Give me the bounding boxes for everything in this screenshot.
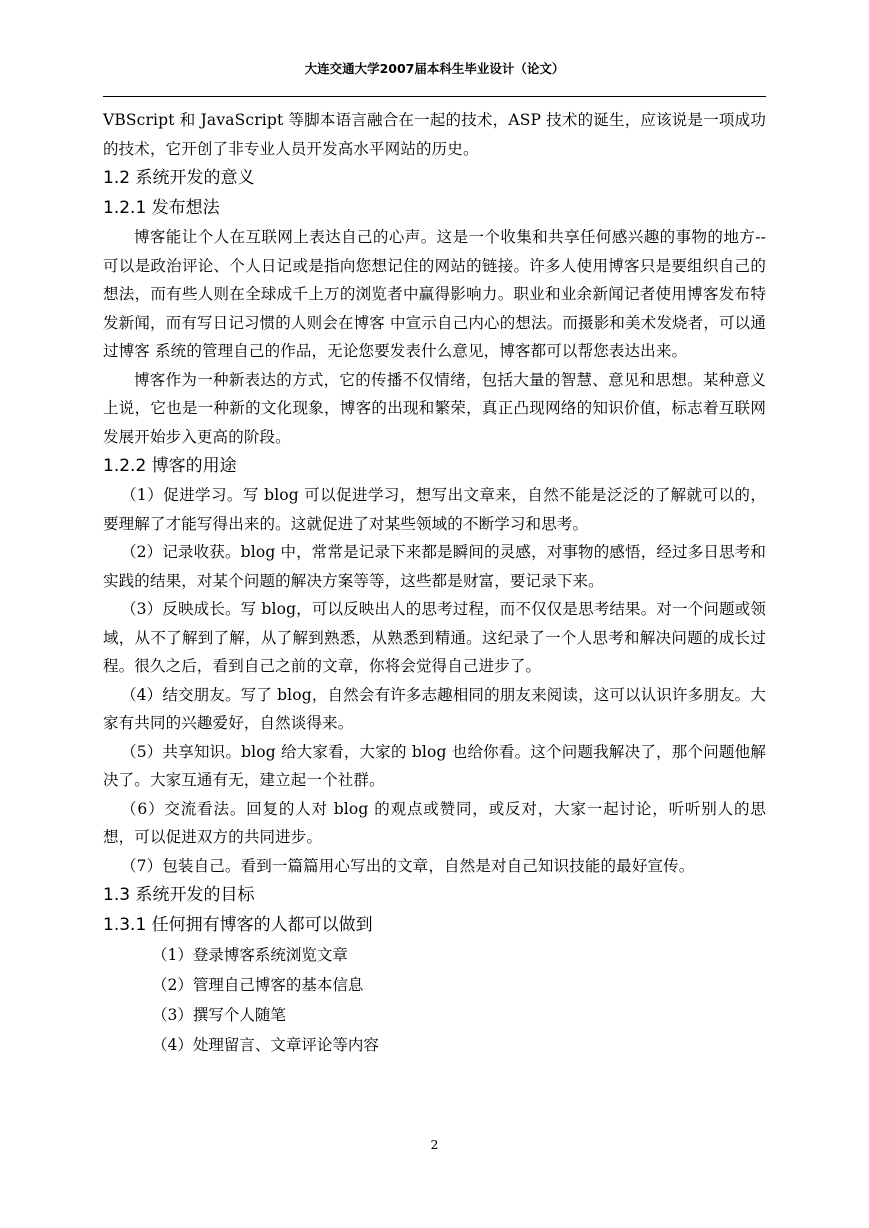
running-header: 大连交通大学2007届本科生毕业设计（论文） xyxy=(304,61,565,76)
subsection-heading-1-2-2: 1.2.2 博客的用途 xyxy=(103,456,237,476)
use-item: （7）包装自己。看到一篇篇用心写出的文章，自然是对自己知识技能的最好宣传。 xyxy=(121,856,695,875)
goal-list xyxy=(103,940,766,1060)
use-item: （2）记录收获。blog 中，常常是记录下来都是瞬间的灵感，对事物的感悟，经过多日思考和实践的结果，对某个问题的解决方案等等，这些都是财富，要记录下来。 xyxy=(103,543,766,590)
section-heading-1-2: 1.2 系统开发的意义 xyxy=(103,168,255,188)
intro-paragraph: VBScript 和 JavaScript 等脚本语言融合在一起的技术，ASP 技术的诞生，应该说是一项成功的技术，它开创了非专业人员开发高水平网站的历史。 xyxy=(103,111,766,158)
use-item: （6）交流看法。回复的人对 blog 的观点或赞同，或反对，大家一起讨论，听听别人的思想，可以促进双方的共同进步。 xyxy=(103,799,766,846)
use-item: （5）共享知识。blog 给大家看，大家的 blog 也给你看。这个问题我解决了，那个问题他解决了。大家互通有无，建立起一个社群。 xyxy=(103,742,766,789)
body-text xyxy=(103,106,766,1060)
subsection-heading-1-3-1: 1.3.1 任何拥有博客的人都可以做到 xyxy=(103,915,373,935)
goal-item: （1）登录博客系统浏览文章 xyxy=(152,946,348,964)
subsection-heading-1-2-1: 1.2.1 发布想法 xyxy=(103,198,220,218)
goal-item: （3）撰写个人随笔 xyxy=(152,1006,286,1024)
paragraph: 博客作为一种新表达的方式，它的传播不仅情绪，包括大量的智慧、意见和思想。某种意义上说，它也是一种新的文化现象，博客的出现和繁荣，真正凸现网络的知识价值，标志着互联网发展开始步入更高的阶段。 xyxy=(103,370,766,446)
section-heading-1-3: 1.3 系统开发的目标 xyxy=(103,885,255,905)
use-item: （4）结交朋友。写了 blog，自然会有许多志趣相同的朋友来阅读，这可以认识许多朋友。大家有共同的兴趣爱好，自然谈得来。 xyxy=(103,685,766,732)
goal-item: （4）处理留言、文章评论等内容 xyxy=(152,1036,379,1054)
goal-item: （2）管理自己博客的基本信息 xyxy=(152,976,364,994)
header-rule xyxy=(103,96,766,97)
paragraph: 博客能让个人在互联网上表达自己的心声。这是一个收集和共享任何感兴趣的事物的地方--可以是政治评论、个人日记或是指向您想记住的网站的链接。许多人使用博客只是要组织自己的想法，而有些人则在全球成千上万的浏览者中赢得影响力。职业和业余新闻记者使用博客发布特发新闻，而有写日记习惯的人则会在博客 中宣示自己内心的想法。而摄影和美术发烧者，可以通过博客 系统的管理自己的作品，无论您要发表什么意见，博客都可以帮您表达出来。 xyxy=(103,228,766,360)
use-item: （3）反映成长。写 blog，可以反映出人的思考过程，而不仅仅是思考结果。对一个问题或领域，从不了解到了解，从了解到熟悉，从熟悉到精通。这纪录了一个人思考和解决问题的成长过程。很久之后，看到自己之前的文章，你将会觉得自己进步了。 xyxy=(103,600,766,675)
page-number: 2 xyxy=(430,1137,439,1152)
use-item: （1）促进学习。写 blog 可以促进学习，想写出文章来，自然不能是泛泛的了解就可以的，要理解了才能写得出来的。这就促进了对某些领域的不断学习和思考。 xyxy=(103,486,766,533)
